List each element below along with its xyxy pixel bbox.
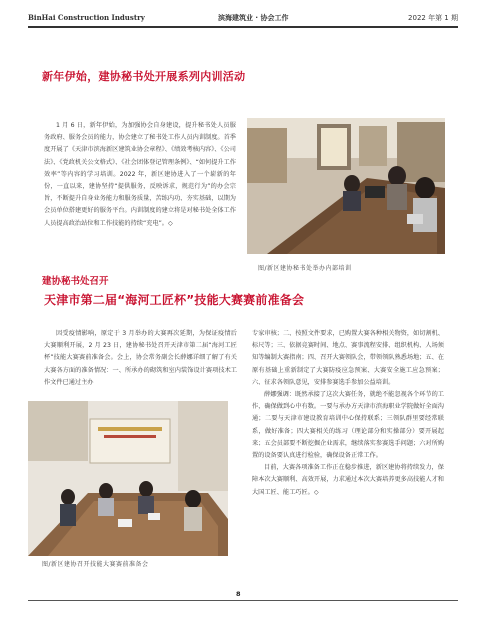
page-header: [28, 6, 458, 28]
article2-body-right-para3: 目前，大赛各项准备工作正在稳步推进，新区建协将持续发力，保障本次大赛顺利、高效开展，力求通过本次大赛培养更多高技能人才和大国工匠、能工巧匠。◇: [252, 464, 444, 496]
article2-kicker: 建协秘书处召开: [42, 276, 109, 287]
article2-body-right-para1: 专家审核；二、按照文件要求，已购置大赛各种相关物资，如切割机、标尺等；三、依据竞赛时间、地点、赛事流程安排、组织机构、人场须知等编制大赛指南；四、召开大赛领队会，带领领队熟悉场地；五、在原有基础上重新制定了大赛防疫应急预案、大赛安全施工应急预案；六、征求各领队意见，安排参赛选手参加公益培训。: [252, 330, 444, 386]
article2-title: 天津市第二届“海河工匠杯”技能大赛赛前准备会: [44, 293, 305, 307]
article2-caption: 图/新区建协召开技能大赛赛前准备会: [42, 561, 149, 568]
article1-title: 新年伊始，建协秘书处开展系列内训活动: [42, 70, 246, 83]
article1-body: 1 月 6 日，新年伊始，为加强协会自身建设，提升秘书处人员服务政府、服务会员的能力，协会建立了秘书处工作人员内训制度。首季度开展了《天津市滨海新区建筑业协会章程》、《绩效考核内容》、《公司法》、《党政机关公文格式》、《社会团体登记管理条例》、“如何提升工作效率”等内容的学习培训。2022 年，新区建协进入了一个崭新的年份，一直以来，建协坚持“提供服务，反映诉求，规范行为”的办会宗旨，不断提升自身业务能力和服务质量，苦练内功、夯实基础，以期为会员单位搭建更好的服务平台。内训制度的建立将是对秘书处全体工作人员提高政治站位和工作技能的持续“充电”。◇: [44, 122, 236, 227]
journal-name-en: BinHai Construction Industry: [28, 13, 145, 22]
section-title: 滨海建筑业 · 协会工作: [218, 14, 289, 22]
page-number: 8: [236, 590, 241, 598]
training-photo: [247, 118, 445, 254]
article2-body-left: 因受疫情影响，原定于 3 月举办的大赛再次延期，为保证疫情后大赛顺利开展，2 月 23 日，建协秘书处召开天津市第二届“海河工匠杯”技能大赛赛前准备会。会上，协会常务副会长薛娜详细了解了有关大赛各方面的准备情况：一、所承办的砌筑和室内装饰设计赛项技术工作文件已通过主办: [44, 330, 237, 386]
article2-body-right: [252, 328, 444, 499]
meeting-photo: [28, 401, 228, 556]
article2-body-right-para2: 薛娜强调：既然承接了这次大赛任务，就绝不能忽视各个环节的工作，确保做到心中有数。一要与承办方天津市滨海职业学院做好全面沟通；二要与天津市建设教育培训中心保持联系；三领队群里要经常联系，做好准备；四大赛相关的练习（理论部分和实操部分）要开展起来；五会员部要不断挖掘企业需求，继续落实参赛选手问题；六对所购置的设备要认真进行检验，确保设备正常工作。: [252, 391, 444, 460]
article1-caption: 图/新区建协秘书处举办内部培训: [258, 265, 352, 272]
issue-number: 2022 年第 1 期: [408, 14, 458, 22]
footer-divider: [28, 600, 458, 601]
